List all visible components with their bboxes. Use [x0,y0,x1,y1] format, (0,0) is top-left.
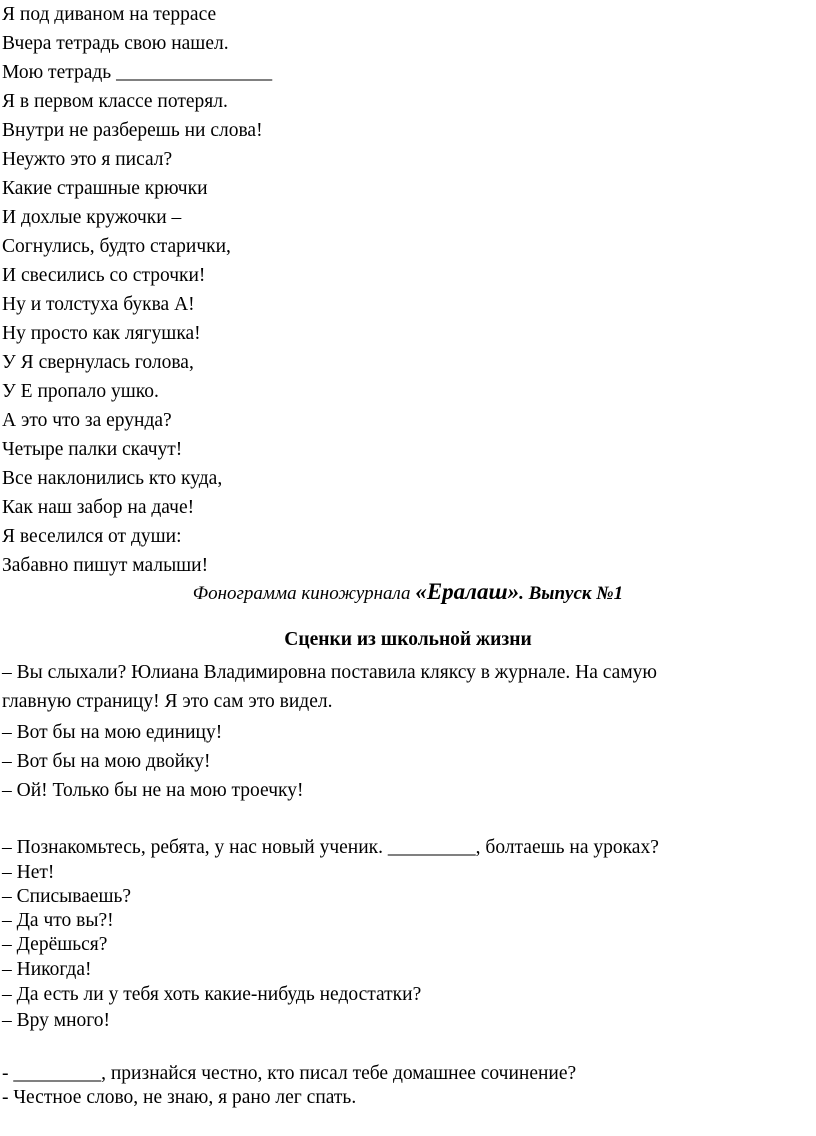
dialogue-text: , признайся честно, кто писал тебе домашнее сочинение? [101,1063,577,1084]
fill-in-blank: _________ [387,837,476,858]
dialogue-line: – Да есть ли у тебя хоть какие-нибудь недостатки? [2,984,422,1005]
poem-line: Четыре палки скачут! [2,439,183,460]
poem-line: Вчера тетрадь свою нашел. [2,33,229,54]
poem-line: Ну и толстуха буква А! [2,294,195,315]
dialogue-text: – Познакомьтесь, ребята, у нас новый ученик. [2,837,388,858]
poem-line: Неужто это я писал? [2,149,173,170]
poem-line: Я в первом классе потерял. [2,91,228,112]
dialogue-line: – Дерёшься? [2,934,108,955]
poem-line [2,58,272,87]
poem-line: И дохлые кружочки – [2,207,182,228]
dialogue-line: – Списываешь? [2,886,132,907]
poem-line: Как наш забор на даче! [2,497,195,518]
poem-line: Какие страшные крючки [2,178,208,199]
dialogue-line: – Вру много! [2,1010,111,1031]
dialogue-line [2,1063,576,1085]
dialogue-line: – Вы слыхали? Юлиана Владимировна поставила кляксу в журнале. На самую [2,662,657,683]
heading-issue: . Выпуск №1 [519,583,624,604]
dialogue-line: – Вот бы на мою двойку! [2,751,211,772]
fill-in-blank: ________________ [116,62,273,83]
poem-line: Забавно пишут малыши! [2,555,209,576]
poem-line: Я веселился от души: [2,526,182,547]
dialogue-line: - Честное слово, не знаю, я рано лег спать. [2,1087,357,1108]
poem-line: А это что за ерунда? [2,410,172,431]
poem-line: У Е пропало ушко. [2,381,159,402]
poem-line: Согнулись, будто старички, [2,236,231,257]
poem-line: Внутри не разберешь ни слова! [2,120,263,141]
dialogue-line: – Никогда! [2,959,92,980]
heading-prefix: Фонограмма киножурнала [192,583,416,604]
poem [2,0,272,580]
heading-brand: «Ералаш» [415,579,520,604]
dialogue-text: , болтаешь на уроках? [475,837,659,858]
dialogue-text: - [2,1063,14,1084]
poem-line-text: Мою тетрадь [2,62,112,83]
poem-line: Я под диваном на террасе [2,4,217,25]
poem-line: Все наклонились кто куда, [2,468,223,489]
dialogue-line: – Да что вы?! [2,910,114,931]
poem-line: У Я свернулась голова, [2,352,194,373]
fill-in-blank: _________ [13,1063,102,1084]
dialogue-line [2,837,659,859]
poem-line: И свесились со строчки! [2,265,206,286]
poem-line: Ну просто как лягушка! [2,323,201,344]
dialogue-line: главную страницу! Я это сам это видел. [2,691,333,712]
section-heading [0,579,816,605]
dialogue-line: – Нет! [2,862,55,883]
section-subtitle: Сценки из школьной жизни [284,629,532,650]
dialogue-line: – Ой! Только бы не на мою троечку! [2,780,304,801]
dialogue-line: – Вот бы на мою единицу! [2,722,223,743]
